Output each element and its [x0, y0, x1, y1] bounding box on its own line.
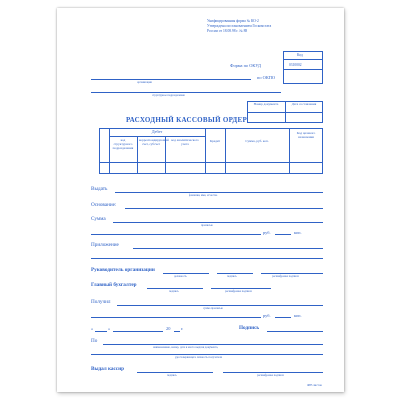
form-name: Унифицированная форма № КО-2: [207, 19, 259, 23]
code-box: [283, 51, 323, 84]
head-decode-caption: расшифровка подписи: [272, 275, 299, 278]
okud-value: 0310002: [289, 63, 302, 67]
rub-label-2: руб.: [263, 313, 271, 318]
chief-decode-caption: расшифровка подписи: [225, 290, 252, 293]
received-line[interactable]: [117, 305, 323, 306]
head-position-caption: должность: [174, 275, 187, 278]
cashier-sign-caption: подпись: [167, 374, 177, 377]
quote-close: »: [108, 326, 111, 331]
footer-code: Ф85 листов: [307, 383, 322, 387]
issue-label: Выдать: [91, 186, 108, 192]
attachment-line[interactable]: [133, 248, 323, 249]
col-code-struct: код структурного подразделения: [112, 138, 134, 150]
sum-line-2[interactable]: [91, 234, 261, 235]
doc-number-label: Номер документа: [253, 102, 279, 106]
kop-label: коп.: [294, 230, 302, 235]
head-org-label: Руководитель организации: [91, 267, 155, 273]
page-title: РАСХОДНЫЙ КАССОВЫЙ ОРДЕР: [126, 116, 248, 124]
org-caption: организация: [137, 81, 152, 84]
year-label: 20: [166, 326, 171, 331]
doc-date-label: Дата составления: [291, 102, 317, 106]
col-sum: Сумма, руб. коп.: [245, 139, 269, 143]
approved-line-2: России от 18.08.98 г. № 88: [207, 29, 248, 33]
basis-line[interactable]: [125, 208, 323, 209]
basis-label: Основание:: [91, 202, 117, 208]
debit-label: Дебет: [151, 129, 163, 134]
cash-order-form: [57, 8, 344, 392]
rub-label: руб.: [263, 230, 271, 235]
signature-label: Подпись: [239, 325, 260, 331]
col-purpose-code: Код целевого назначения: [296, 131, 316, 139]
head-sign-caption: подпись: [227, 275, 237, 278]
attachment-label: Приложение: [91, 242, 119, 248]
okpo-label: по ОКПО: [257, 75, 276, 80]
sum-caption: прописью: [201, 224, 213, 227]
chief-acc-label: Главный бухгалтер: [91, 282, 137, 288]
chief-sign-caption: подпись: [169, 290, 179, 293]
cashier-label: Выдал кассир: [91, 366, 124, 372]
okud-label: Форма по ОКУД: [230, 63, 261, 68]
dept-caption: структурное подразделение: [152, 94, 185, 97]
received-caption: сумма прописью: [203, 307, 223, 310]
sum-line[interactable]: [113, 222, 323, 223]
cashier-decode-caption: расшифровка подписи: [257, 374, 284, 377]
issue-caption: фамилия, имя, отчество: [189, 194, 218, 197]
year-suffix: г.: [181, 326, 184, 331]
approved-line-1: Утверждена постановлением Госкомстата: [207, 24, 272, 28]
col-credit: Кредит: [209, 139, 221, 143]
quote-open: «: [91, 326, 94, 331]
received-label: Получил: [91, 299, 111, 305]
sum-label: Сумма: [91, 216, 106, 222]
issue-line[interactable]: [115, 192, 323, 193]
kop-label-2: коп.: [294, 313, 302, 318]
by-caption: наименование, номер, дата и место выдачи документа,: [153, 346, 219, 349]
code-label: Код: [297, 53, 303, 57]
col-analytic: код аналитического учета: [171, 138, 199, 146]
by-label: По: [91, 338, 98, 344]
id-caption: удостоверяющего личность получателя: [175, 356, 222, 359]
col-corr-account: корреспондирующий счет, субсчет: [139, 138, 169, 146]
